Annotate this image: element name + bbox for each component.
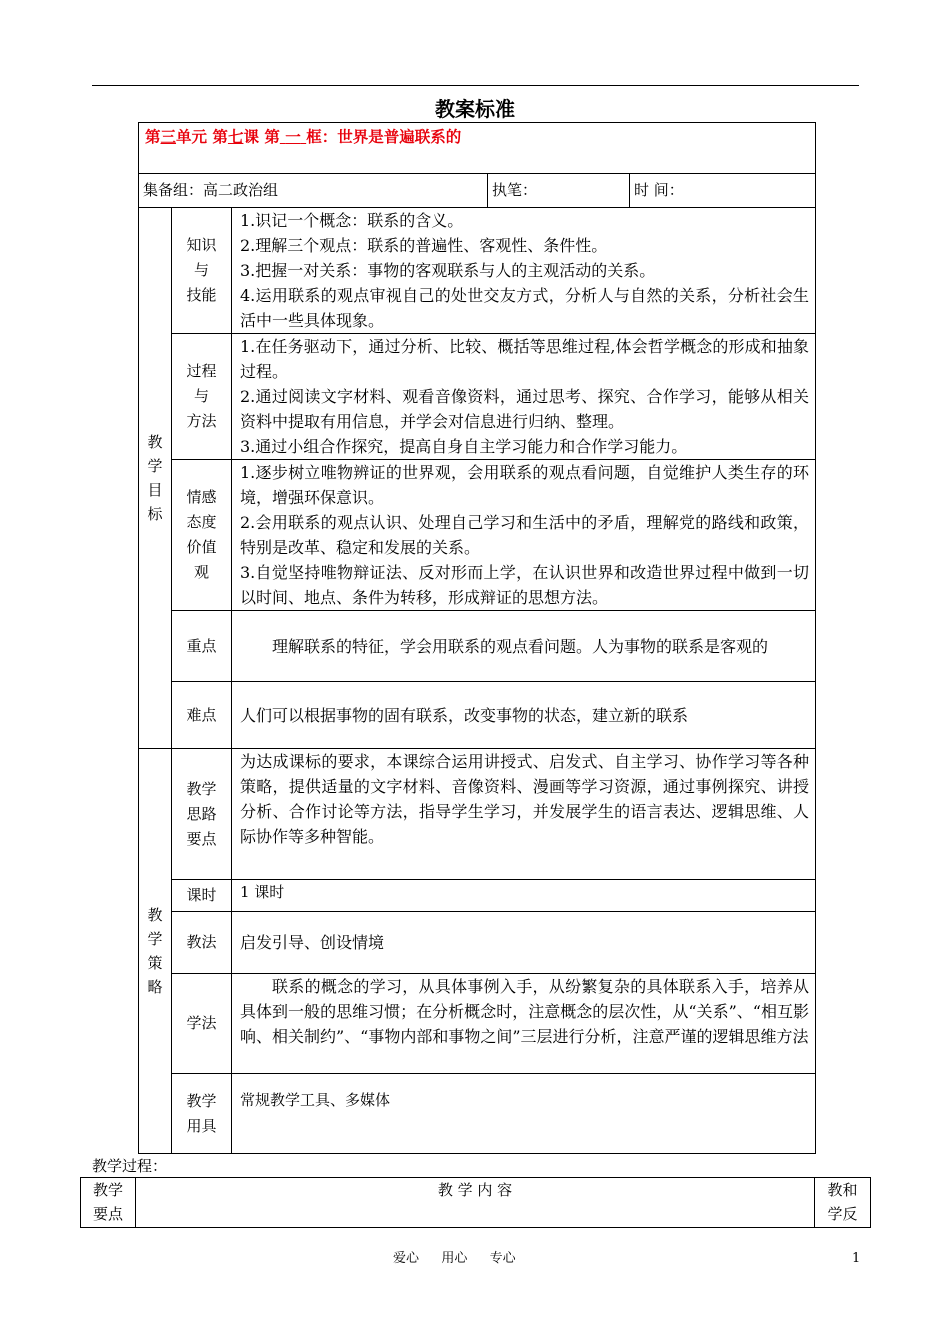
- approach-label: 教学 思路 要点: [172, 749, 232, 880]
- process-method-content: 1.在任务驱动下，通过分析、比较、概括等思维过程,体会哲学概念的形成和抽象过程。 2.通过阅读文字材料、观看音像资料，通过思考、探究、合作学习，能够从相关资料中提取有用信息，并学会对信息进行归纳、整理。 3.通过小组合作探究，提高自身自主学习能力和合作学习能力。: [232, 334, 816, 460]
- tools-label: 教学 用具: [172, 1074, 232, 1154]
- key-point-content: 理解联系的特征，学会用联系的观点看问题。人为事物的联系是客观的: [232, 611, 816, 682]
- study-method-content: 联系的概念的学习，从具体事例入手，从纷繁复杂的具体联系入手，培养从具体到一般的思维习惯；在分析概念时，注意概念的层次性，从“关系”、“相互影响、相关制约”、“事物内部和事物之间”三层进行分析，注意严谨的逻辑思维方法: [232, 974, 816, 1074]
- page-number: 1: [852, 1251, 861, 1266]
- emotion-label: 情感 态度 价值 观: [172, 460, 232, 611]
- teaching-method-label: 教法: [172, 912, 232, 974]
- process-col-points: 教学 要点: [81, 1178, 136, 1228]
- knowledge-content: 1.识记一个概念：联系的含义。 2.理解三个观点：联系的普遍性、客观性、条件性。 3.把握一对关系：事物的客观联系与人的主观活动的关系。 4.运用联系的观点审视自己的处世交友方式，分析人与自然的关系，分析社会生活中一些具体现象。: [232, 208, 816, 334]
- tools-content: 常规教学工具、多媒体: [232, 1074, 816, 1154]
- key-point-label: 重点: [172, 611, 232, 682]
- knowledge-label: 知识 与 技能: [172, 208, 232, 334]
- emotion-content: 1.逐步树立唯物辨证的世界观，会用联系的观点看问题，自觉维护人类生存的环境，增强环保意识。 2.会用联系的观点认识、处理自己学习和生活中的矛盾，理解党的路线和政策，特别是改革、稳定和发展的关系。 3.自觉坚持唯物辩证法、反对形而上学，在认识世界和改造世界过程中做到一切以时间、地点、条件为转移，形成辩证的思想方法。: [232, 460, 816, 611]
- approach-content: 为达成课标的要求，本课综合运用讲授式、启发式、自主学习、协作学习等各种策略，提供适量的文字材料、音像资料、漫画等学习资源，通过事例探究、讲授分析、合作讨论等方法，指导学生学习，并发展学生的语言表达、逻辑思维、人际协作等多种智能。: [232, 749, 816, 880]
- unit-title: 第三单元 第七课 第 一 框：世界是普遍联系的: [139, 123, 816, 174]
- teaching-process-table: [80, 1177, 871, 1228]
- study-method-label: 学法: [172, 974, 232, 1074]
- difficulty-label: 难点: [172, 682, 232, 749]
- difficulty-content: 人们可以根据事物的固有联系，改变事物的状态，建立新的联系: [232, 682, 816, 749]
- hours-content: 1 课时: [232, 880, 816, 912]
- author-cell: 执笔：: [488, 174, 630, 208]
- document-title: 教案标准: [435, 97, 515, 121]
- strategy-label: 教 学 策 略: [139, 749, 172, 1154]
- footer-motto: 爱心 用心 专心: [393, 1251, 516, 1266]
- process-col-content: 教 学 内 容: [136, 1178, 815, 1228]
- time-cell: 时 间：: [630, 174, 816, 208]
- header-rule: [92, 85, 859, 86]
- hours-label: 课时: [172, 880, 232, 912]
- teaching-process-label: 教学过程：: [92, 1157, 168, 1175]
- process-method-label: 过程 与 方法: [172, 334, 232, 460]
- prep-group-cell: 集备组：高二政治组: [139, 174, 488, 208]
- lesson-plan-table: [138, 122, 816, 1154]
- process-col-feedback: 教和 学反: [815, 1178, 871, 1228]
- teaching-method-content: 启发引导、创设情境: [232, 912, 816, 974]
- objectives-label: 教 学 目 标: [139, 208, 172, 749]
